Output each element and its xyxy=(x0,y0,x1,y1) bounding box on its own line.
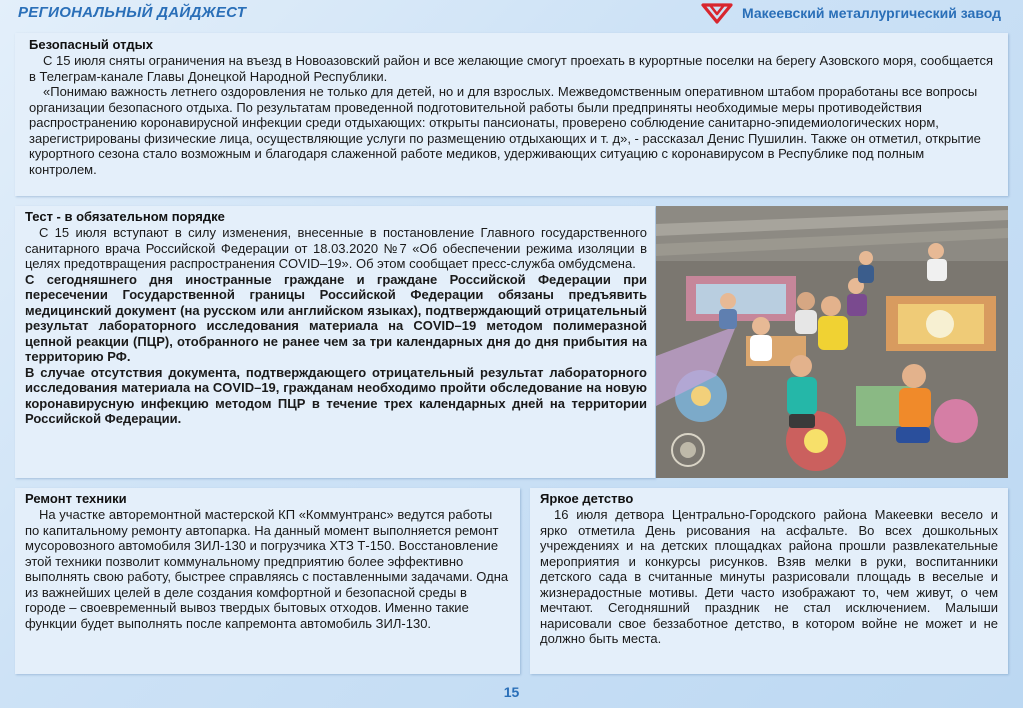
article-paragraph-bold: С сегодняшнего дня иностранные граждане и граждане Российской Федерации при пересечении Государственной границы Российской Федерации обязаны предъявить медицинский документ (на русском или английском языках), подтверждающий отрицательный результат лабораторного исследования материала на COVID–19 методом полимеразной цепной реакции (ПЦР), отобранного не ранее чем за три календарных дня до дня прибытия на территорию РФ. xyxy=(25,271,647,364)
page-number: 15 xyxy=(503,684,520,700)
article-paragraph: 16 июля детвора Центрально-Городского района Макеевки весело и ярко отметила День рисования на асфальте. Во всех дошкольных учреждениях и на детских площадках района прошли развлекательные мероприятия и конкурсы рисунков. Взяв мелки в руки, воспитанники детского сада в считанные минуты разрисовали площадь в веселые и жизнерадостные мотивы. Дети часто изображают то, чем живут, о чем мечтают. Сегодняшний праздник не стал исключением. Малыши нарисовали свое беззаботное детство, в котором войне не может и не должно быть места. xyxy=(540,507,998,646)
article-paragraph: «Понимаю важность летнего оздоровления не только для детей, но и для взрослых. Межведомственным оперативном штабом проработаны все вопросы организации безопасного отдыха. По результатам проведенной подготовительной работы были предприняты необходимые меры противодействия распространению коронавирусной инфекции среди отдыхающих: открыты пансионаты, проверено соблюдение санитарно-эпидемиологических норм, зарегистрированы физические лица, осуществляющие услуги по размещению отдыхающих и т. д», - рассказал Денис Пушилин. Также он отметил, открытие курортного сезона стало возможным и благодаря слаженной работе медиков, удерживающих ситуацию с коронавирусом в Республике под полным контролем. xyxy=(29,84,981,177)
article-title: Тест - в обязательном порядке xyxy=(25,209,225,224)
company-name: Макеевский металлургический завод xyxy=(741,5,1001,21)
article-title: Яркое детство xyxy=(540,491,634,506)
article-paragraph: С 15 июля вступают в силу изменения, внесенные в постановление Главного государственного санитарного врача Российской Федерации от 18.03.2020 №7 «Об обеспечении режима изоляции в целях предотвращения распространения COVID–19». Об этом сообщает пресс-служба омбудсмена. xyxy=(25,225,647,271)
company-logo-icon xyxy=(700,2,734,24)
article-kids xyxy=(530,488,1008,674)
article-paragraph: С 15 июля сняты ограничения на въезд в Новоазовский район и все желающие смогут проехать в курортные поселки на берегу Азовского моря, сообщается в Телеграм-канале Главы Донецкой Народной Республики. xyxy=(29,53,994,84)
company-brand[interactable] xyxy=(700,2,1001,24)
article-test xyxy=(15,206,655,478)
children-chalk-drawing-photo xyxy=(656,206,1008,478)
article-title: Ремонт техники xyxy=(25,491,127,506)
article-paragraph: На участке авторемонтной мастерской КП «Коммунтранс» ведутся работы по капитальному ремонту автопарка. На данный момент выполняется ремонт мусоровозного автомобиля ЗИЛ-130 и погрузчика ХТЗ Т-150. Восстановление этой техники позволит коммунальному предприятию более эффективно выполнять свою работу, быстрее справляясь с поставленными задачами. Одна из важнейших целей в деле создания комфортной и безопасной среды в городе – своевременный вывоз твердых бытовых отходов. Именно такие функции будет выполнять после капремонта автомобиль ЗИЛ-130. xyxy=(25,507,509,631)
section-title: РЕГИОНАЛЬНЫЙ ДАЙДЖЕСТ xyxy=(18,4,247,21)
article-title: Безопасный отдых xyxy=(29,37,153,52)
article-safe-rest xyxy=(15,33,1008,196)
article-repair xyxy=(15,488,520,674)
photo-illustration xyxy=(656,206,1008,478)
article-paragraph-bold: В случае отсутствия документа, подтверждающего отрицательный результат лабораторного исследования материала на COVID–19, гражданам необходимо пройти обследование на новую коронавирусную инфекцию методом ПЦР в течение трех календарных дней на территории Российской Федерации. xyxy=(25,364,647,426)
